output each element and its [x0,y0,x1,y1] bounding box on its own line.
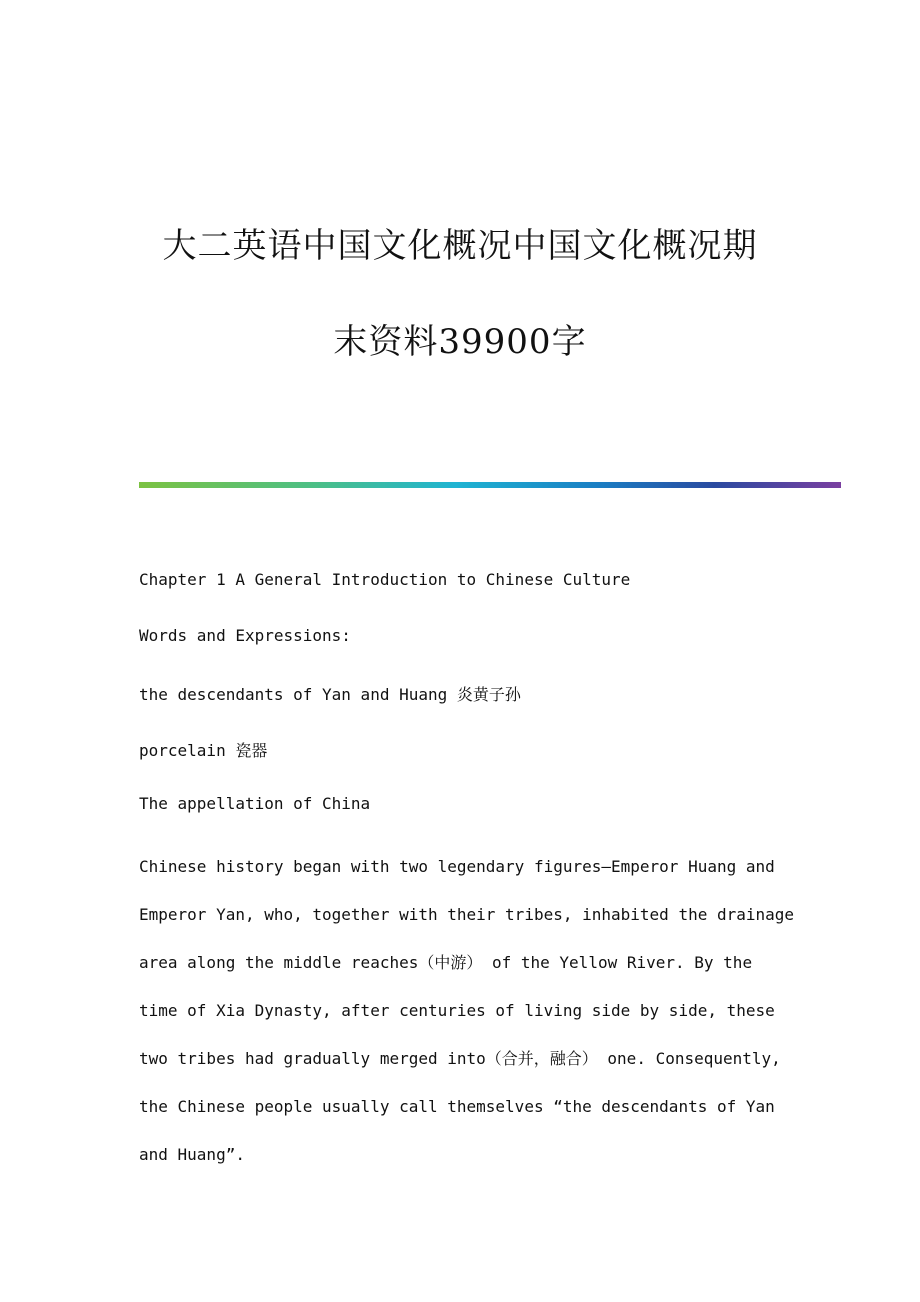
title-divider [139,482,841,488]
chapter-heading: Chapter 1 A General Introduction to Chinese Culture [139,570,631,589]
paragraph-line: and Huang”. [139,1145,245,1164]
document-title-line-1: 大二英语中国文化概况中国文化概况期 [162,226,758,266]
vocabulary-term: porcelain 瓷器 [139,741,268,760]
paragraph-line: area along the middle reaches（中游） of the Yellow River. By the [139,953,753,972]
paragraph-line: two tribes had gradually merged into（合并，融合） one. Consequently, [139,1049,781,1068]
document-title-line-2: 末资料39900字 [333,322,587,362]
words-heading: Words and Expressions: [139,626,351,645]
paragraph-line: the Chinese people usually call themselves “the descendants of Yan [139,1097,775,1116]
body-paragraph [139,843,795,1179]
paragraph-line: Chinese history began with two legendary figures—Emperor Huang and [139,857,775,876]
paragraph-line: time of Xia Dynasty, after centuries of living side by side, these [139,1001,775,1020]
paragraph-line: Emperor Yan, who, together with their tribes, inhabited the drainage [139,905,795,924]
vocabulary-term: the descendants of Yan and Huang 炎黄子孙 [139,685,521,704]
section-heading: The appellation of China [139,794,371,813]
